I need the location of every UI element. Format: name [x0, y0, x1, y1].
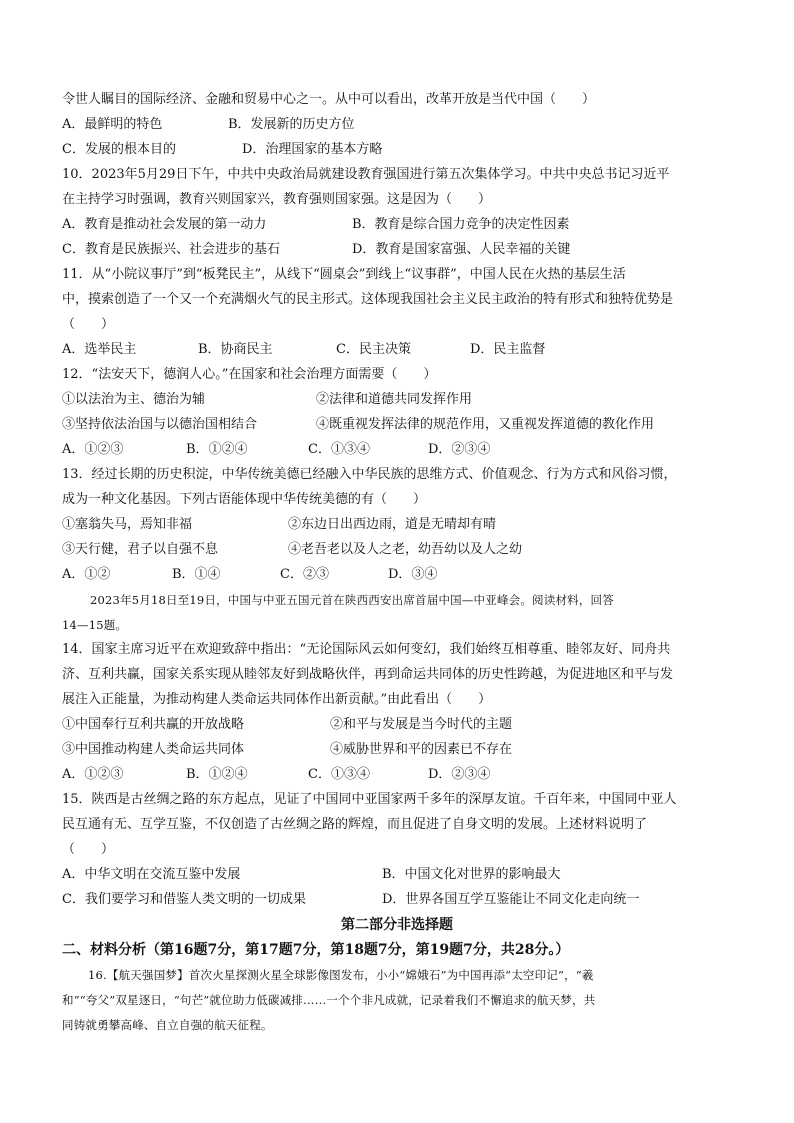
q9-option-a: A．最鲜明的特色 [62, 117, 163, 132]
q15-option-d: D．世界各国互学互鉴能让不同文化走向统一 [382, 892, 640, 907]
q9-option-d: D．治理国家的基本方略 [242, 142, 383, 157]
q9-option-b: B．发展新的历史方位 [228, 117, 355, 132]
q13-option-a: A．①② [62, 567, 111, 582]
part2-title: 第二部分非选择题 [341, 917, 453, 933]
q14-item-3: ③中国推动构建人类命运共同体 [62, 742, 245, 757]
q13-item-1: ①塞翁失马，焉知非福 [62, 517, 193, 532]
q15-option-b: B．中国文化对世界的影响最大 [382, 867, 561, 882]
q13-stem-line2: 成为一种文化基因。下列古语能体现中华传统美德的有（ ） [62, 492, 427, 507]
q11-option-a: A．选举民主 [62, 342, 137, 357]
q10-option-b: B．教育是综合国力竞争的决定性因素 [352, 217, 570, 232]
q15-option-c: C．我们要学习和借鉴人类文明的一切成果 [62, 892, 306, 907]
q13-option-b: B．①④ [172, 567, 221, 582]
q10-option-a: A．教育是推动社会发展的第一动力 [62, 217, 267, 232]
q10-option-c: C．教育是民族振兴、社会进步的基石 [62, 242, 280, 257]
material-intro-line2: 14—15题。 [62, 618, 128, 632]
q12-option-a: A．①②③ [62, 442, 124, 457]
q15-stem-line2: 民互通有无、互学互鉴，不仅创造了古丝绸之路的辉煌，而且促进了自身文明的发展。上述材料说明了 [62, 817, 648, 832]
q12-stem: 12．“法安天下，德润人心。”在国家和社会治理方面需要（ ） [62, 367, 437, 382]
q11-option-d: D．民主监督 [470, 342, 546, 357]
q10-stem-line2: 在主持学习时强调，教育兴则国家兴，教育强则国家强。这是因为（ ） [62, 192, 492, 207]
q14-stem-line2: 济、互利共赢，国家关系实现从睦邻友好到战略伙伴，再到命运共同体的历史性跨越，为促进地区和平与发 [62, 667, 674, 682]
q16-text-line2: 和”“夸父”双星逐日，“句芒”就位助力低碳减排……一个个非凡成就，记录着我们不懈追求的航天梦，共 [62, 993, 596, 1007]
q15-option-a: A．中华文明在交流互鉴中发展 [62, 867, 241, 882]
q12-option-c: C．①③④ [308, 442, 370, 457]
material-intro-line1: 2023年5月18日至19日，中国与中亚五国元首在陕西西安出席首届中国—中亚峰会。阅读材料，回答 [90, 593, 614, 607]
q16-text-line3: 同铸就勇攀高峰、自立自强的航天征程。 [62, 1018, 273, 1032]
q11-option-b: B．协商民主 [198, 342, 273, 357]
q12-item-3: ③坚持依法治国与以德治国相结合 [62, 417, 258, 432]
q14-option-d: D．②③④ [428, 767, 491, 782]
q12-item-4: ④既重视发挥法律的规范作用，又重视发挥道德的教化作用 [316, 417, 655, 432]
q12-option-d: D．②③④ [428, 442, 491, 457]
q14-option-b: B．①②④ [186, 767, 248, 782]
q13-option-d: D．③④ [388, 567, 438, 582]
q15-stem-line1: 15．陕西是古丝绸之路的东方起点，见证了中国同中亚国家两千多年的深厚友谊。千百年来，中国同中亚人 [62, 792, 677, 807]
q14-option-c: C．①③④ [308, 767, 370, 782]
q14-option-a: A．①②③ [62, 767, 124, 782]
q14-item-2: ②和平与发展是当今时代的主题 [330, 717, 513, 732]
q13-stem-line1: 13．经过长期的历史积淀，中华传统美德已经融入中华民族的思维方式、价值观念、行为方式和风俗习惯， [62, 467, 677, 482]
q13-item-4: ④老吾老以及人之老，幼吾幼以及人之幼 [288, 542, 523, 557]
section2-heading: 二、材料分析（第16题7分，第17题7分，第18题7分，第19题7分，共28分。） [62, 942, 570, 958]
q10-stem-line1: 10．2023年5月29日下午，中共中央政治局就建设教育强国进行第五次集体学习。中共中央总书记习近平 [62, 167, 670, 182]
q11-stem-line2: 中，摸索创造了一个又一个充满烟火气的民主形式。这体现我国社会主义民主政治的特有形式和独特优势是 [62, 292, 674, 307]
q14-stem-line1: 14．国家主席习近平在欢迎致辞中指出：“无论国际风云如何变幻，我们始终互相尊重、睦邻友好、同舟共 [62, 642, 671, 657]
q9-stem: 令世人瞩目的国际经济、金融和贸易中心之一。从中可以看出，改革开放是当代中国（ ） [62, 92, 596, 107]
q15-stem-line3: （ ） [62, 842, 115, 857]
q13-item-2: ②东边日出西边雨，道是无晴却有晴 [288, 517, 497, 532]
q11-option-c: C．民主决策 [336, 342, 411, 357]
q9-option-c: C．发展的根本目的 [62, 142, 176, 157]
q14-stem-line3: 展注入正能量，为推动构建人类命运共同体作出新贡献。”由此看出（ ） [62, 692, 492, 707]
q14-item-1: ①中国奉行互利共赢的开放战略 [62, 717, 245, 732]
q13-item-3: ③天行健，君子以自强不息 [62, 542, 219, 557]
q12-option-b: B．①②④ [186, 442, 248, 457]
q12-item-2: ②法律和道德共同发挥作用 [316, 392, 473, 407]
q11-stem-line1: 11．从“小院议事厅”到“板凳民主”，从线下“圆桌会”到线上“议事群”，中国人民在火热的基层生活 [62, 267, 626, 282]
q12-item-1: ①以法治为主、德治为辅 [62, 392, 206, 407]
q14-item-4: ④威胁世界和平的因素已不存在 [330, 742, 513, 757]
q10-option-d: D．教育是国家富强、人民幸福的关键 [352, 242, 571, 257]
q16-text-line1: 16.【航天强国梦】首次火星探测火星全球影像图发布，小小“嫦娥石”为中国再添“太空印记”，“羲 [88, 968, 594, 982]
q13-option-c: C．②③ [280, 567, 329, 582]
q11-stem-line3: （ ） [62, 317, 115, 332]
